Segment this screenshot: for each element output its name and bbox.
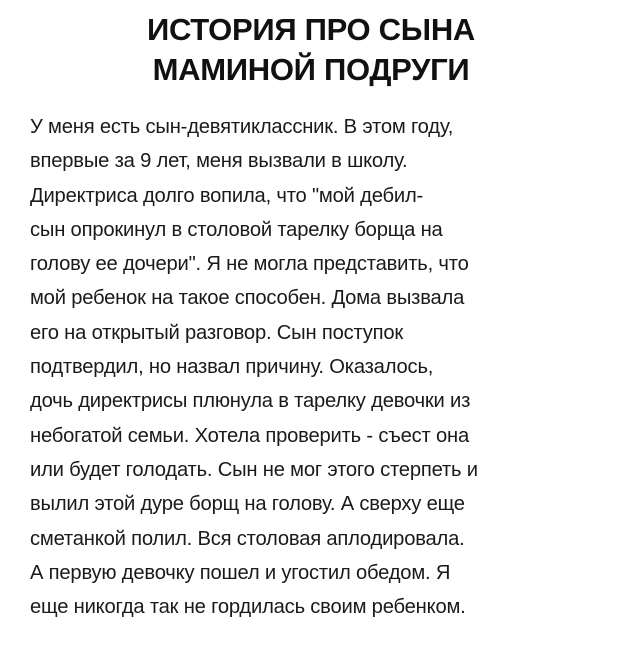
title-line-1: ИСТОРИЯ ПРО СЫНА <box>146 12 475 47</box>
story-line: вылил этой дуре борщ на голову. А сверху еще <box>30 493 465 516</box>
title-line-2: МАМИНОЙ ПОДРУГИ <box>152 52 470 87</box>
story-line: дочь директрисы плюнула в тарелку девочки из <box>30 390 471 413</box>
story-line: еще никогда так не гордилась своим ребенком. <box>30 596 466 619</box>
story-title <box>30 10 592 90</box>
story-line: Директриса долго вопила, что "мой дебил- <box>30 184 424 207</box>
story-line: голову ее дочери". Я не могла представить, что <box>30 253 469 276</box>
story-line: или будет голодать. Сын не мог этого стерпеть и <box>30 458 478 481</box>
story-line: небогатой семьи. Хотела проверить - съест она <box>30 424 470 447</box>
story-line: мой ребенок на такое способен. Дома вызвала <box>30 287 465 310</box>
story-text <box>30 110 592 624</box>
story-line: впервые за 9 лет, меня вызвали в школу. <box>30 150 408 173</box>
story-line: подтвердил, но назвал причину. Оказалось, <box>30 356 434 379</box>
story-line: сметанкой полил. Вся столовая аплодировала. <box>30 527 465 550</box>
story-line: сын опрокинул в столовой тарелку борща на <box>30 218 443 241</box>
story-line: А первую девочку пошел и угостил обедом. Я <box>30 561 451 584</box>
story-line: его на открытый разговор. Сын поступок <box>30 321 404 344</box>
story-line: У меня есть сын-девятиклассник. В этом году, <box>30 116 454 138</box>
